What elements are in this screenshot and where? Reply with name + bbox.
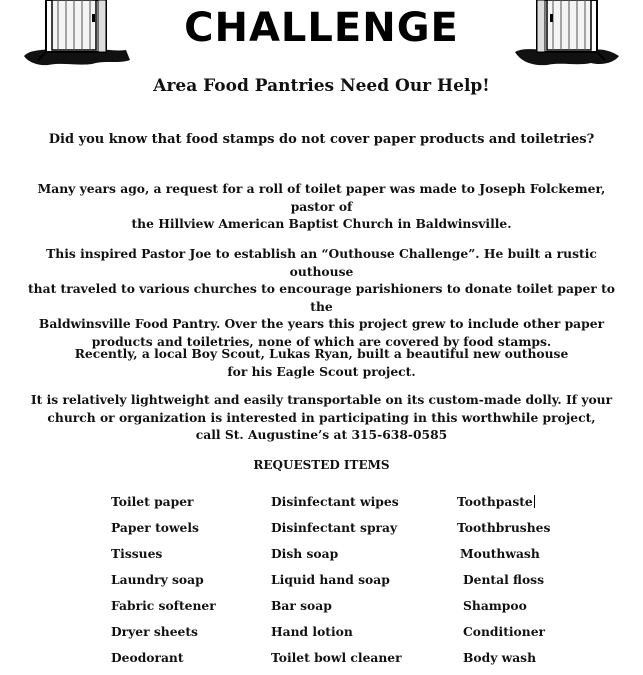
list-item: Conditioner xyxy=(463,624,545,639)
list-item: Liquid hand soap xyxy=(271,572,390,587)
list-item: Mouthwash xyxy=(460,546,540,561)
list-item: Dish soap xyxy=(271,546,339,561)
paragraph-boy-scout xyxy=(20,345,623,380)
paragraph-outhouse-challenge xyxy=(20,245,623,350)
list-item: Tissues xyxy=(111,546,163,561)
list-item: Disinfectant wipes xyxy=(271,494,399,509)
paragraph-history xyxy=(20,180,623,233)
page-subtitle: Area Food Pantries Need Our Help! xyxy=(153,76,490,96)
list-item: Fabric softener xyxy=(111,598,216,613)
paragraph-line: call St. Augustine’s at 315-638-0585 xyxy=(195,427,448,442)
list-item: Toilet bowl cleaner xyxy=(271,650,402,665)
paragraph-line: products and toiletries, none of which are covered by food stamps. xyxy=(91,333,552,349)
list-item: Shampoo xyxy=(463,598,527,613)
list-item: Laundry soap xyxy=(111,572,204,587)
paragraph-line: Recently, a local Boy Scout, Lukas Ryan, built a beautiful new outhouse xyxy=(74,346,569,361)
list-item-text: Toothpaste xyxy=(457,494,533,509)
paragraph-line: the Hillview American Baptist Church in Baldwinsville. xyxy=(131,216,512,231)
question-text: Did you know that food stamps do not cover paper products and toiletries? xyxy=(48,132,595,147)
paragraph-line: Baldwinsville Food Pantry. Over the years this project grew to include other paper xyxy=(38,316,605,331)
text-cursor xyxy=(534,495,535,508)
list-item: Body wash xyxy=(463,650,537,665)
list-item: Hand lotion xyxy=(271,624,353,639)
list-item: Toothbrushes xyxy=(457,520,551,535)
list-item: Deodorant xyxy=(111,650,184,665)
list-item[interactable] xyxy=(457,493,550,519)
page-title: CHALLENGE xyxy=(184,5,459,51)
paragraph-line: Many years ago, a request for a roll of toilet paper was made to Joseph Folckemer, pastor of xyxy=(37,181,606,214)
list-item: Paper towels xyxy=(111,520,199,535)
requested-items-column-2 xyxy=(271,493,402,675)
paragraph-contact xyxy=(20,391,623,444)
list-item: Disinfectant spray xyxy=(271,520,398,535)
paragraph-line: for his Eagle Scout project. xyxy=(227,363,416,379)
paragraph-line: It is relatively lightweight and easily transportable on its custom-made dolly. If your xyxy=(30,392,613,407)
list-item: Dental floss xyxy=(463,572,545,587)
requested-items-heading: REQUESTED ITEMS xyxy=(253,458,390,472)
requested-items-column-3 xyxy=(457,493,550,675)
paragraph-line: This inspired Pastor Joe to establish an “Outhouse Challenge”. He built a rustic outhouse xyxy=(46,246,597,279)
list-item: Bar soap xyxy=(271,598,332,613)
paragraph-line: that traveled to various churches to encourage parishioners to donate toilet paper to the xyxy=(28,281,615,314)
paragraph-line: church or organization is interested in participating in this worthwhile project, xyxy=(47,409,596,425)
list-item: Dryer sheets xyxy=(111,624,198,639)
list-item: Toilet paper xyxy=(111,494,194,509)
requested-items-column-1 xyxy=(111,493,216,675)
